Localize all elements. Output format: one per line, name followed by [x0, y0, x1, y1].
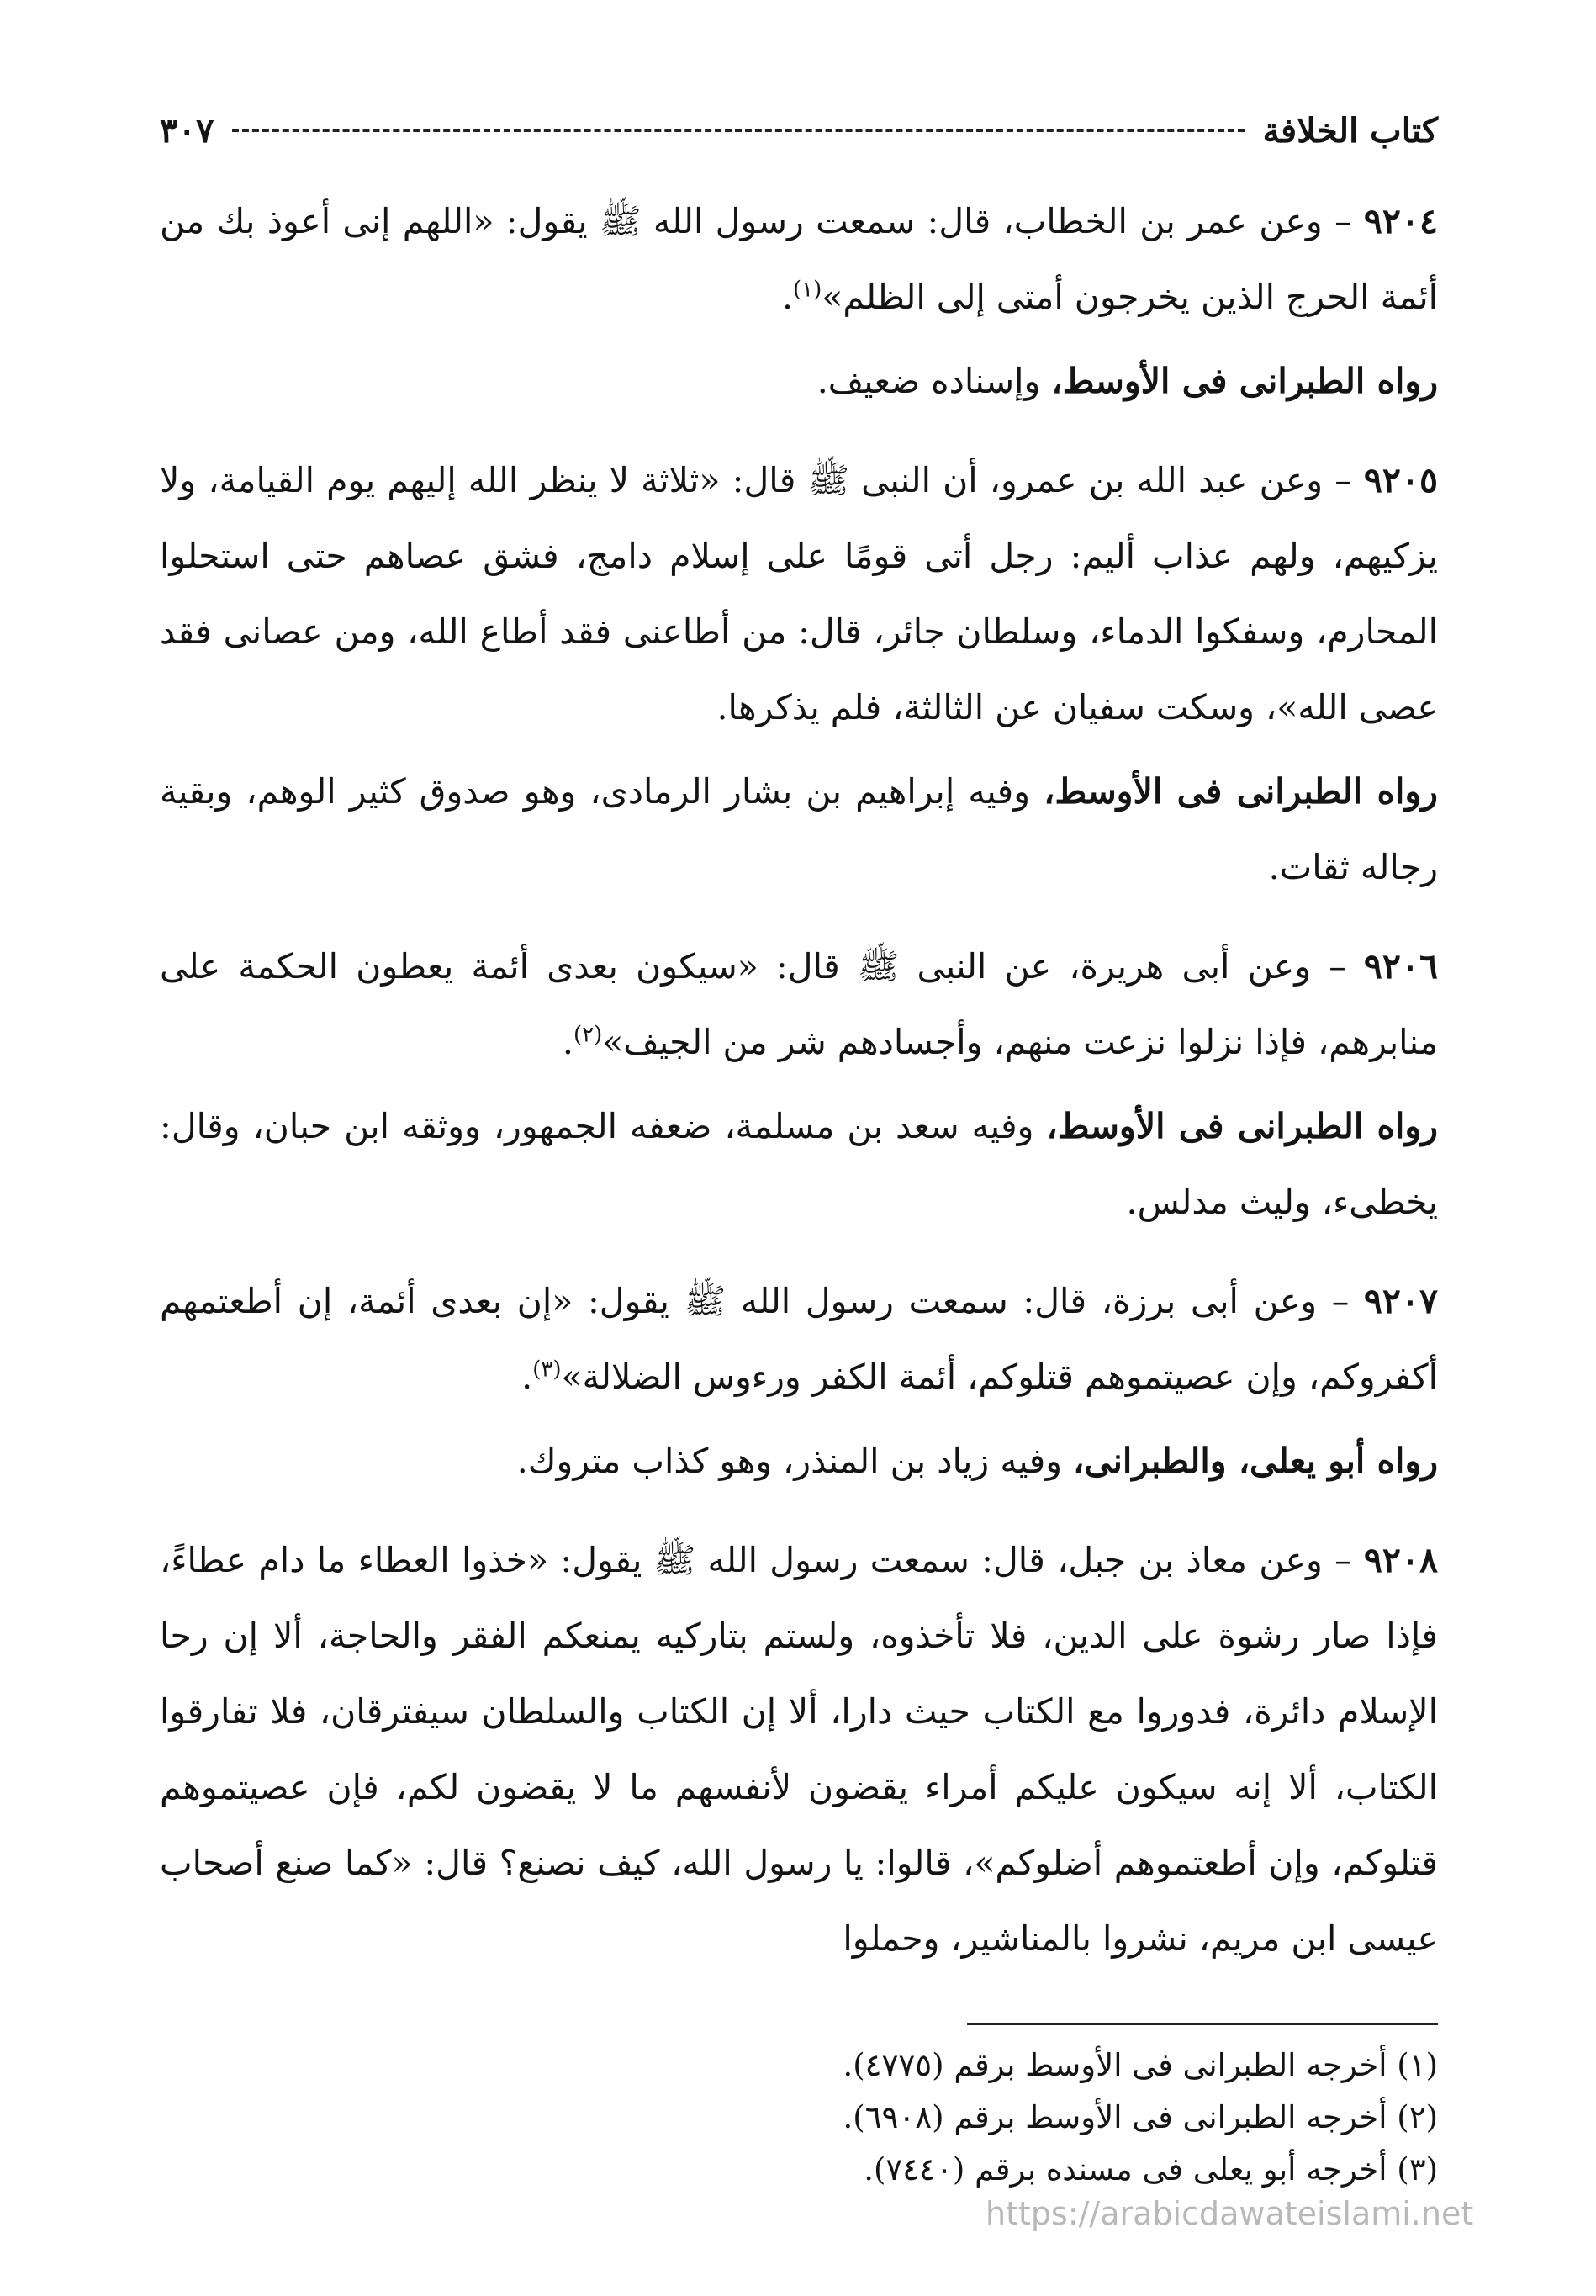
hadith-entry — [160, 1263, 1438, 1415]
hadith-text: – وعن عبد الله بن عمرو، أن النبى ﷺ قال: «ثلاثة لا ينظر الله إليهم يوم القيامة، ولا يزكيهم، ولهم عذاب أليم: رجل أتى قومًا على إسلام دامج، فشق عصاهم حتى استحلوا المحارم، وسفكوا الدماء، وسلطان جائر، قال: من أطاعنى فقد أطاع الله، ومن عصانى فقد عصى الله»، وسكت سفيان عن الثالثة، فلم يذكرها. — [160, 460, 1438, 727]
footnote: (١) أخرجه الطبرانى فى الأوسط برقم (٤٧٧٥). — [843, 2047, 1438, 2083]
footnote-marker: (١) — [793, 277, 822, 303]
hadith-entry — [160, 442, 1438, 745]
hadith-text: – وعن أبى برزة، قال: سمعت رسول الله ﷺ يقول: «إن بعدى أئمة، إن أطعتمهم أكفروكم، وإن عصيتموهم قتلوكم، أئمة الكفر ورءوس الضلالة» — [160, 1281, 1438, 1397]
source-note — [160, 1423, 1438, 1499]
hadith-text: – وعن أبى هريرة، عن النبى ﷺ قال: «سيكون بعدى أئمة يعطون الحكمة على منابرهم، فإذا نزلوا نزعت منهم، وأجسادهم شر من الجيف» — [160, 946, 1438, 1062]
hadith-text-end: . — [562, 1022, 573, 1062]
hadith-text-end: . — [781, 277, 794, 317]
source-comment: وفيه زياد بن المنذر، وهو كذاب متروك. — [516, 1441, 1074, 1481]
header-dashed-rule — [232, 129, 1244, 132]
book-page — [160, 93, 1438, 2246]
hadith-number: ٩٢٠٧ — [1363, 1281, 1438, 1321]
footnote: (٢) أخرجه الطبرانى فى الأوسط برقم (٦٩٠٨). — [843, 2099, 1438, 2135]
source-note — [160, 754, 1438, 905]
hadith-number: ٩٢٠٥ — [1363, 460, 1438, 500]
footnote-marker: (٣) — [532, 1357, 562, 1383]
footnotes — [160, 2039, 1438, 2196]
hadith-text: – وعن معاذ بن جبل، قال: سمعت رسول الله ﷺ يقول: «خذوا العطاء ما دام عطاءً، فإذا صار رشوة على الدين، فلا تأخذوه، ولستم بتاركيه يمنعكم الفقر والحاجة، ألا إن رحا الإسلام دائرة، فدوروا مع الكتاب حيث دارا، ألا إن الكتاب والسلطان سيفترقان، فلا تفارقوا الكتاب، ألا إنه سيكون عليكم أمراء يقضون لأنفسهم ما لا يقضون لكم، فإن عصيتموهم قتلوكم، وإن أطعتموهم أضلوكم»، قالوا: يا رسول الله، كيف نصنع؟ قال: «كما صنع أصحاب عيسى ابن مريم، نشروا بالمناشير، وحملوا — [160, 1540, 1438, 1959]
source-label: رواه أبو يعلى، والطبرانى، — [1073, 1441, 1438, 1481]
hadith-text-end: . — [521, 1357, 533, 1397]
page-number: ٣٠٧ — [160, 110, 214, 151]
hadith-entry — [160, 928, 1438, 1080]
source-note — [160, 1088, 1438, 1240]
footnote-separator — [967, 2023, 1438, 2025]
body-text — [160, 183, 1438, 1976]
hadith-entry — [160, 183, 1438, 335]
hadith-number: ٩٢٠٤ — [1363, 201, 1438, 241]
hadith-entry — [160, 1522, 1438, 1976]
source-label: رواه الطبرانى فى الأوسط، — [1044, 771, 1438, 812]
source-label: رواه الطبرانى فى الأوسط، — [1051, 361, 1438, 401]
running-head — [160, 93, 1438, 168]
hadith-text: – وعن عمر بن الخطاب، قال: سمعت رسول الله ﷺ يقول: «اللهم إنى أعوذ بك من أئمة الحرج الذين يخرجون أمتى إلى الظلم» — [160, 201, 1438, 317]
source-comment: وإسناده ضعيف. — [816, 361, 1052, 401]
hadith-number: ٩٢٠٨ — [1363, 1540, 1438, 1580]
watermark-url: https://arabicdawateislami.net — [986, 2195, 1474, 2232]
source-label: رواه الطبرانى فى الأوسط، — [1046, 1106, 1438, 1146]
footnote: (٣) أخرجه أبو يعلى فى مسنده برقم (٧٤٤٠). — [864, 2151, 1438, 2188]
hadith-number: ٩٢٠٦ — [1363, 946, 1438, 987]
source-comment: وفيه إبراهيم بن بشار الرمادى، وهو صدوق كثير الوهم، وبقية رجاله ثقات. — [160, 771, 1438, 887]
source-note — [160, 343, 1438, 419]
footnote-marker: (٢) — [573, 1022, 603, 1048]
source-comment: وفيه سعد بن مسلمة، ضعفه الجمهور، ووثقه ابن حبان، وقال: يخطىء، وليث مدلس. — [160, 1106, 1438, 1222]
book-title: كتاب الخلافة — [1262, 110, 1438, 151]
